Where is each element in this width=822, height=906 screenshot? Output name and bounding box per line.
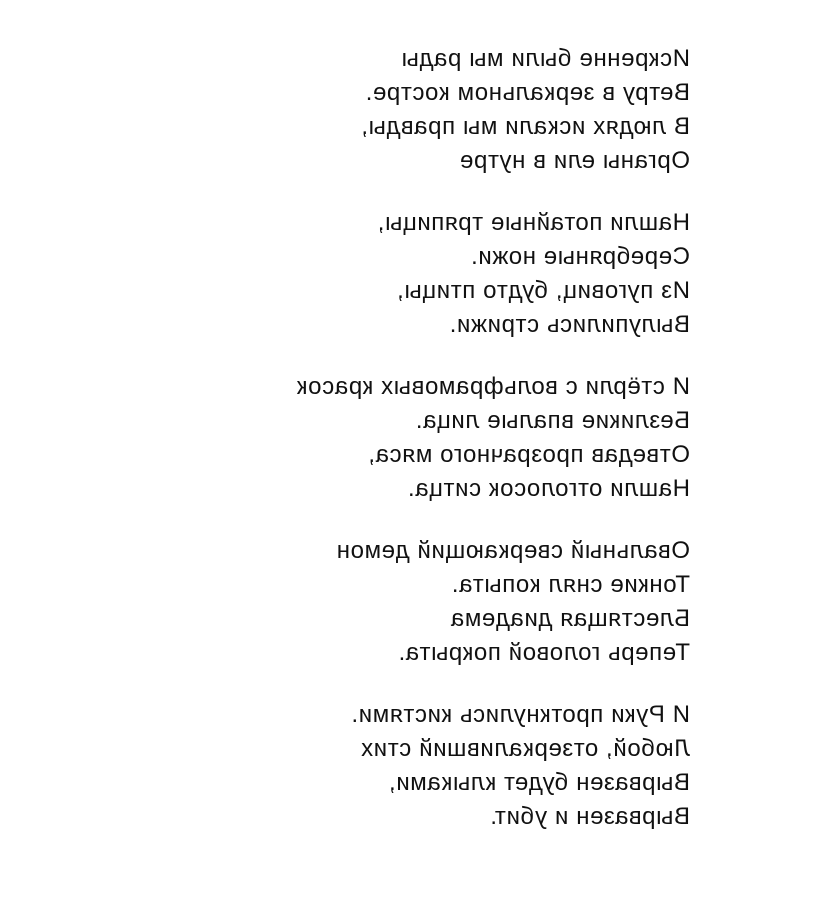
mirrored-poem xyxy=(70,42,690,862)
stanza-1 xyxy=(70,42,690,178)
poem-line: Органы ели в нутре xyxy=(459,147,690,174)
poem-line: Теперь головой покрыта. xyxy=(397,639,690,666)
poem-line: Серебряные ножи. xyxy=(470,243,690,270)
stanza-2 xyxy=(70,206,690,342)
poem-line: И стёрли с вольфрамовых красок xyxy=(296,373,690,400)
stanza-5 xyxy=(70,698,690,834)
poem-line: Любой, отзеркаливший стих xyxy=(360,735,690,762)
poem-line: Нашли потайные тряпицы, xyxy=(377,209,690,236)
stanza-4 xyxy=(70,534,690,670)
poem-line: Блестящая диадема xyxy=(450,605,690,632)
poem-line: Вылупились стрижи. xyxy=(449,311,690,338)
poem-line: Вырвазен и убит. xyxy=(489,803,690,830)
poem-line: Тонкие снял копыта. xyxy=(451,571,690,598)
poem-line: Безликие впалые лица. xyxy=(415,407,690,434)
poem-line: И Руки проткнулись кистями. xyxy=(350,701,690,728)
poem-line: Вырвазен будет клыками, xyxy=(388,769,690,796)
poem-line: Нашли отголосок ситца. xyxy=(407,475,690,502)
poem-line: Искренне были мы рады xyxy=(400,45,690,72)
poem-line: Ветру в зеркальном костре. xyxy=(365,79,690,106)
poem-line: Из пуговиц, будто птицы, xyxy=(396,277,690,304)
poem-line: Отведав прозрачного мяса, xyxy=(367,441,690,468)
poem-line: Овальный сверкающий демон xyxy=(336,537,690,564)
stanza-3 xyxy=(70,370,690,506)
poem-line: В людях искали мы правды, xyxy=(360,113,690,140)
